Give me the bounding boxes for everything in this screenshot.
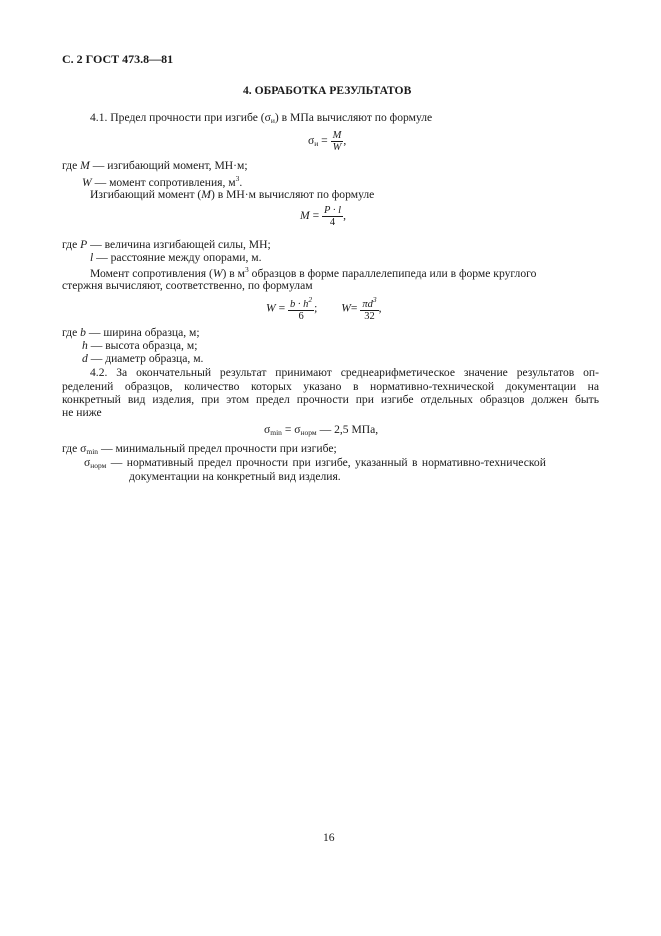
moment-intro-a: Изгибающий момент ( xyxy=(90,188,202,201)
f3-num2 xyxy=(360,296,378,311)
f3-tail: , xyxy=(378,301,382,315)
def-P-text: — величина изгибающей силы, МН; xyxy=(87,238,271,251)
f3-fraction-2 xyxy=(360,296,378,322)
f3-sep: ; xyxy=(314,301,318,315)
def-min-prefix: где xyxy=(62,442,81,455)
f1-eq: = xyxy=(321,134,328,148)
resist-intro-b: ) в м xyxy=(222,267,246,280)
def-h-var: h xyxy=(82,339,88,352)
resist-intro-line-2: стержня вычисляют, соответственно, по формулам xyxy=(62,279,313,292)
f4-lhs-sub: min xyxy=(270,428,282,437)
def-min-sub: min xyxy=(86,447,99,456)
def-l-text: — расстояние между опорами, м. xyxy=(93,251,262,264)
formula-sigma xyxy=(308,130,346,153)
def-M xyxy=(62,159,248,173)
f3-num2-sup: 3 xyxy=(372,295,377,304)
f1-lhs: σ xyxy=(308,134,315,148)
def-min-text: — минимальный предел прочности при изгибе; xyxy=(98,442,337,455)
f3-num-text: b · h xyxy=(290,299,309,310)
f4-lhs: σ xyxy=(264,423,271,436)
f1-tail: , xyxy=(343,134,347,148)
moment-intro-b: ) в МН·м вычисляют по формуле xyxy=(210,188,375,201)
paragraph-4-2-line-2: ределений образцов, количество которых указано в нормативно-технической документации на xyxy=(62,380,599,393)
def-sigma-norm xyxy=(84,456,546,470)
def-W-sup: 3 xyxy=(235,174,240,183)
f1-fraction xyxy=(331,130,347,154)
f1-lhs-sub: и xyxy=(314,139,319,149)
def-d-var: d xyxy=(82,352,88,365)
f3-eq: = xyxy=(278,301,286,315)
resist-intro-sup: 3 xyxy=(245,265,249,274)
f2-tail: , xyxy=(343,209,346,223)
resist-intro-c: образцов в форме параллелепипеда или в форме круглого xyxy=(248,267,537,280)
f4-r-sub: норм xyxy=(300,428,317,437)
p41-text: 4.1. Предел прочности при изгибе (σ xyxy=(90,111,271,124)
f3-den: 6 xyxy=(298,311,304,323)
p41-rest: ) в МПа вычисляют по формуле xyxy=(274,111,433,124)
def-sigma-min xyxy=(62,442,337,456)
def-d xyxy=(82,352,203,366)
def-norm-text: — нормативный предел прочности при изгибе, указанный в нормативно-технической xyxy=(106,456,546,469)
f1-den: W xyxy=(332,142,342,154)
f2-eq: = xyxy=(312,209,320,223)
paragraph-4-1 xyxy=(90,111,432,125)
f3-lhs2: W xyxy=(341,301,351,315)
f3-eq2: = xyxy=(350,301,358,315)
def-b xyxy=(62,326,200,340)
resist-intro-var: W xyxy=(212,267,223,280)
page-header: С. 2 ГОСТ 473.8—81 xyxy=(62,52,174,66)
def-min-sym: σ xyxy=(80,442,87,455)
def-W-var: W xyxy=(82,176,92,189)
f4-eq: = xyxy=(284,423,292,436)
def-h-text: — высота образца, м; xyxy=(87,339,198,352)
def-l xyxy=(90,251,262,265)
f4-tail: — 2,5 МПа, xyxy=(316,423,379,436)
def-d-text: — диаметр образца, м. xyxy=(87,352,204,365)
def-sigma-norm-line-2: документации на конкретный вид изделия. xyxy=(129,470,341,483)
def-W-text: — момент сопротивления, м xyxy=(91,176,236,189)
f3-num xyxy=(288,296,314,311)
def-b-text: — ширина образца, м; xyxy=(85,326,200,339)
def-l-var: l xyxy=(90,251,94,264)
f3-den2: 32 xyxy=(364,311,375,323)
def-M-prefix: где xyxy=(62,159,81,172)
page-number: 16 xyxy=(323,831,335,844)
f3-num2-text: πd xyxy=(362,299,373,310)
moment-intro xyxy=(90,188,374,202)
formula-moment xyxy=(300,205,346,228)
f1-num: M xyxy=(332,130,342,141)
f2-lhs: M xyxy=(300,209,310,223)
def-b-var: b xyxy=(80,326,86,339)
f3-num-sup: 2 xyxy=(308,295,313,304)
f3-lhs: W xyxy=(266,301,276,315)
def-P-var: P xyxy=(80,238,88,251)
formula-resistance xyxy=(266,296,382,322)
f2-fraction xyxy=(322,205,343,228)
resist-intro-a: Момент сопротивления ( xyxy=(90,267,213,280)
def-M-var: M xyxy=(80,159,90,172)
p41-sub: и xyxy=(270,116,275,125)
def-h xyxy=(82,339,197,353)
def-norm-sub: норм xyxy=(90,461,107,470)
def-P xyxy=(62,238,271,252)
paragraph-4-2-line-1: 4.2. За окончательный результат принимают среднеарифметическое значение результатов оп- xyxy=(90,366,599,379)
formula-min xyxy=(264,423,378,437)
paragraph-4-2-line-4: не ниже xyxy=(62,406,102,419)
def-W-end: . xyxy=(239,176,243,189)
f3-fraction-1 xyxy=(288,296,314,322)
def-P-prefix: где xyxy=(62,238,81,251)
f2-num: P · l xyxy=(324,205,342,216)
f2-den: 4 xyxy=(329,217,336,229)
def-b-prefix: где xyxy=(62,326,81,339)
def-M-text: — изгибающий момент, МН·м; xyxy=(89,159,248,172)
f4-r: σ xyxy=(294,423,301,436)
moment-intro-var: M xyxy=(201,188,211,201)
paragraph-4-2-line-3: конкретный вид изделия, при этом предел прочности при изгибе отдельных образцов должен быть xyxy=(62,393,599,406)
section-title: 4. ОБРАБОТКА РЕЗУЛЬТАТОВ xyxy=(243,84,412,97)
def-norm-sym: σ xyxy=(84,456,91,469)
